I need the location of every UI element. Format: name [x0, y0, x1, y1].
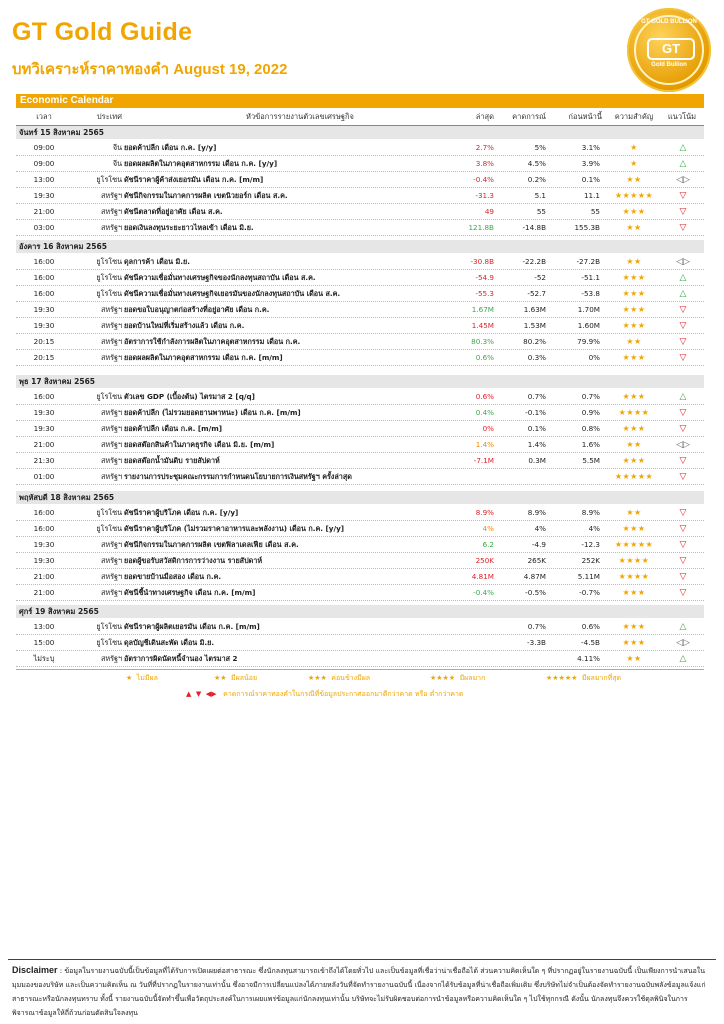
cell-country: ยูโรโซน — [96, 508, 122, 517]
cell-event: ยอดผลผลิตในภาคอุตสาหกรรม เดือน ก.ค. [m/m] — [124, 353, 283, 362]
cell-forecast: 0.1% — [527, 424, 546, 433]
cell-event: ยอดผู้ขอรับสวัสดิการการว่างงาน รายสัปดาห์ — [124, 556, 263, 565]
cell-time: 21:30 — [33, 456, 55, 465]
cell-time: 16:00 — [33, 508, 55, 517]
cell-actual: -0.4% — [473, 175, 494, 184]
trend-icon: ▽ — [679, 408, 687, 418]
cell-forecast: 265K — [527, 556, 546, 565]
cell-actual: 0.4% — [475, 408, 494, 417]
table-row — [16, 421, 704, 437]
cell-importance: ★★ — [626, 223, 642, 232]
table-row — [16, 204, 704, 220]
cell-country: สหรัฐฯ — [101, 456, 122, 465]
cell-country: ยูโรโซน — [96, 257, 122, 266]
legend-trend-text: คาดการณ์ราคาทองคำในกรณีที่ข้อมูลประกาศออกมาดีกว่าคาด หรือ ต่ำกว่าคาด — [223, 690, 464, 698]
cell-event: ดัชนีราคาผู้บริโภค (ไม่รวมราคาอาหารและพลังงาน) เดือน ก.ค. [y/y] — [124, 524, 345, 533]
trend-icon: ▽ — [679, 321, 687, 331]
legend-importance-2: ★★ มีผลน้อย — [214, 674, 258, 682]
legend-importance-1: ★ ไม่มีผล — [126, 674, 158, 682]
cell-time: ไม่ระบุ — [33, 654, 55, 663]
legend-trend — [186, 688, 463, 700]
cell-importance: ★ — [630, 143, 638, 152]
cell-forecast: 4.87M — [523, 572, 546, 581]
logo-name: Gold Bullion — [651, 62, 687, 68]
cell-importance: ★★ — [626, 508, 642, 517]
disclaimer — [12, 963, 712, 1020]
cell-actual: 8.9% — [475, 508, 494, 517]
trend-icon: ◁▷ — [676, 175, 690, 185]
cell-forecast: 55 — [536, 207, 546, 216]
cell-importance: ★★★ — [622, 622, 646, 631]
day-header: อังคาร 16 สิงหาคม 2565 — [16, 240, 704, 253]
cell-event: ยอดค้าปลีก เดือน ก.ค. [m/m] — [124, 424, 223, 433]
trend-icon: ▽ — [679, 353, 687, 363]
cell-event: ดุลการค้า เดือน มิ.ย. — [124, 257, 190, 266]
cell-actual: 1.45M — [471, 321, 494, 330]
cell-previous: 11.1 — [583, 191, 600, 200]
cell-forecast: -4.9 — [531, 540, 546, 549]
cell-previous: 0.7% — [581, 392, 600, 401]
cell-forecast: -22.2B — [522, 257, 546, 266]
cell-event: ยอดสต๊อกสินค้าในภาคธุรกิจ เดือน มิ.ย. [m/m] — [124, 440, 275, 449]
cell-previous: 0.8% — [581, 424, 600, 433]
cell-country: สหรัฐฯ — [101, 408, 122, 417]
trend-icon: △ — [679, 273, 687, 283]
cell-actual: 4% — [482, 524, 494, 533]
trend-icon: ▽ — [679, 572, 687, 582]
cell-importance: ★★ — [626, 440, 642, 449]
cell-previous: 1.6% — [581, 440, 600, 449]
arrow-up-icon: ▲ — [186, 690, 192, 698]
cell-forecast: 0.7% — [527, 392, 546, 401]
cell-forecast: 1.53M — [523, 321, 546, 330]
legend-importance-5: ★★★★★ มีผลมากที่สุด — [546, 674, 622, 682]
trend-icon: ◁▷ — [676, 638, 690, 648]
cell-previous: -12.3 — [581, 540, 600, 549]
cell-actual: 250K — [475, 556, 494, 565]
cell-time: 21:00 — [33, 207, 55, 216]
cell-importance: ★★★ — [622, 321, 646, 330]
cell-event: อัตราการผิดนัดหนี้จำนอง ไตรมาส 2 — [124, 654, 238, 663]
cell-importance: ★★★ — [622, 289, 646, 298]
table-row — [16, 140, 704, 156]
cell-actual: 121.8B — [468, 223, 494, 232]
table-row — [16, 437, 704, 453]
cell-event: อัตราการใช้กำลังการผลิตในภาคอุตสาหกรรม เดือน ก.ค. — [124, 337, 301, 346]
trend-icon: ▽ — [679, 540, 687, 550]
calendar-title: Economic Calendar — [16, 94, 704, 108]
cell-event: ยอดค้าปลีก (ไม่รวมยอดยานพาหนะ) เดือน ก.ค. [m/m] — [124, 408, 301, 417]
cell-previous: 0% — [588, 353, 600, 362]
cell-country: ยูโรโซน — [96, 524, 122, 533]
trend-icon: ▽ — [679, 424, 687, 434]
col-importance: ความสำคัญ — [614, 112, 654, 121]
logo-top-text: GT GOLD BULLION — [641, 19, 697, 25]
cell-previous: 1.70M — [577, 305, 600, 314]
trend-icon: ▽ — [679, 524, 687, 534]
cell-forecast: -52 — [534, 273, 546, 282]
cell-forecast: -3.3B — [527, 638, 546, 647]
day-header: จันทร์ 15 สิงหาคม 2565 — [16, 126, 704, 139]
cell-forecast: 80.2% — [523, 337, 546, 346]
col-country: ประเทศ — [96, 112, 122, 121]
cell-importance: ★★ — [626, 654, 642, 663]
report-title: GT Gold Guide — [12, 18, 193, 46]
cell-actual: 0% — [482, 424, 494, 433]
table-row — [16, 505, 704, 521]
cell-forecast: 0.2% — [527, 175, 546, 184]
cell-event: ดัชนีราคาผู้บริโภค เดือน ก.ค. [y/y] — [124, 508, 239, 517]
table-row — [16, 302, 704, 318]
cell-time: 03:00 — [33, 223, 55, 232]
trend-icon: △ — [679, 622, 687, 632]
cell-country: สหรัฐฯ — [101, 654, 122, 663]
cell-importance: ★★★ — [622, 456, 646, 465]
cell-forecast: -0.5% — [525, 588, 546, 597]
cell-event: ยอดเงินลงทุนระยะยาวไหลเข้า เดือน มิ.ย. — [124, 223, 254, 232]
cell-country: ยูโรโซน — [96, 638, 122, 647]
cell-previous: -27.2B — [576, 257, 600, 266]
trend-icon: △ — [679, 143, 687, 153]
cell-importance: ★ — [630, 159, 638, 168]
cell-actual: 3.8% — [475, 159, 494, 168]
cell-event: รายงานการประชุมคณะกรรมการกำหนดนโยบายการเงินสหรัฐฯ ครั้งล่าสุด — [124, 472, 352, 481]
cell-importance: ★★ — [626, 257, 642, 266]
cell-forecast: 4.5% — [527, 159, 546, 168]
cell-event: ดัชนีชี้นำทางเศรษฐกิจ เดือน ก.ค. [m/m] — [124, 588, 256, 597]
cell-previous: -51.1 — [581, 273, 600, 282]
table-row — [16, 350, 704, 366]
cell-event: ดัชนีตลาดที่อยู่อาศัย เดือน ส.ค. — [124, 207, 223, 216]
cell-time: 16:00 — [33, 257, 55, 266]
trend-icon: ▽ — [679, 207, 687, 217]
cell-country: สหรัฐฯ — [101, 424, 122, 433]
cell-actual: 80.3% — [471, 337, 494, 346]
cell-country: สหรัฐฯ — [101, 572, 122, 581]
cell-country: สหรัฐฯ — [101, 337, 122, 346]
col-previous: ก่อนหน้านี้ — [568, 112, 602, 121]
cell-actual: 6.2 — [482, 540, 494, 549]
cell-importance: ★★ — [626, 337, 642, 346]
trend-icon: △ — [679, 654, 687, 664]
cell-event: ดัชนีกิจกรรมในภาคการผลิต เขตนิวยอร์ก เดือน ส.ค. — [124, 191, 288, 200]
cell-previous: 4.11% — [577, 654, 600, 663]
cell-previous: 3.1% — [581, 143, 600, 152]
cell-actual: -54.9 — [475, 273, 494, 282]
cell-forecast: 0.3M — [528, 456, 546, 465]
arrow-side-icon: ◀▶ — [205, 690, 217, 698]
cell-importance: ★★★★ — [618, 572, 650, 581]
cell-actual: -7.1M — [473, 456, 494, 465]
cell-time: 09:00 — [33, 143, 55, 152]
cell-previous: 155.3B — [574, 223, 600, 232]
cell-country: สหรัฐฯ — [101, 207, 122, 216]
cell-time: 16:00 — [33, 289, 55, 298]
trend-icon: ▽ — [679, 305, 687, 315]
cell-forecast: 1.63M — [523, 305, 546, 314]
cell-previous: 0.6% — [581, 622, 600, 631]
cell-country: จีน — [112, 159, 122, 168]
report-subtitle: บทวิเคราะห์ราคาทองคำ August 19, 2022 — [12, 61, 288, 78]
cell-importance: ★★★ — [622, 424, 646, 433]
cell-country: สหรัฐฯ — [101, 353, 122, 362]
cell-time: 13:00 — [33, 175, 55, 184]
cell-country: สหรัฐฯ — [101, 305, 122, 314]
cell-previous: -4.5B — [581, 638, 600, 647]
cell-country: สหรัฐฯ — [101, 540, 122, 549]
trend-icon: ▽ — [679, 472, 687, 482]
cell-previous: 79.9% — [577, 337, 600, 346]
cell-event: ยอดขายบ้านมือสอง เดือน ก.ค. — [124, 572, 222, 581]
cell-previous: 3.9% — [581, 159, 600, 168]
disclaimer-label: Disclaimer — [12, 965, 58, 975]
cell-country: ยูโรโซน — [96, 175, 122, 184]
cell-time: 19:30 — [33, 191, 55, 200]
cell-country: ยูโรโซน — [96, 273, 122, 282]
cell-time: 20:15 — [33, 353, 55, 362]
cell-country: สหรัฐฯ — [101, 191, 122, 200]
cell-previous: 1.60M — [577, 321, 600, 330]
legend-importance-4: ★★★★ มีผลมาก — [430, 674, 486, 682]
trend-icon: ▽ — [679, 456, 687, 466]
table-row — [16, 270, 704, 286]
table-row — [16, 635, 704, 651]
cell-previous: 0.1% — [581, 175, 600, 184]
cell-forecast: 4% — [534, 524, 546, 533]
cell-event: ดัชนีกิจกรรมในภาคการผลิต เขตฟิลาเดลเฟีย เดือน ส.ค. — [124, 540, 299, 549]
cell-event: ตัวเลข GDP (เบื้องต้น) ไตรมาส 2 [q/q] — [124, 392, 255, 401]
cell-forecast: -52.7 — [527, 289, 546, 298]
disclaimer-divider — [8, 959, 716, 960]
cell-importance: ★★★ — [622, 524, 646, 533]
cell-previous: 252K — [581, 556, 600, 565]
cell-forecast: 5% — [534, 143, 546, 152]
cell-time: 21:00 — [33, 588, 55, 597]
trend-icon: △ — [679, 159, 687, 169]
cell-event: ดัชนีความเชื่อมั่นทางเศรษฐกิจเยอรมันของนักลงทุนสถาบัน เดือน ส.ค. — [124, 289, 341, 298]
cell-time: 09:00 — [33, 159, 55, 168]
day-header: พฤหัสบดี 18 สิงหาคม 2565 — [16, 491, 704, 504]
cell-event: ยอดบ้านใหม่ที่เริ่มสร้างแล้ว เดือน ก.ค. — [124, 321, 245, 330]
cell-country: สหรัฐฯ — [101, 472, 122, 481]
disclaimer-text: : ข้อมูลในรายงานฉบับนี้เป็นข้อมูลที่ได้รับการเปิดเผยต่อสาธารณะ ซึ่งนักลงทุนสามารถเข้าถึงได้โดยทั่วไป และเป็นข้อมูลที่เชื่อว่าน่าเชื่อถือได้ ส่วนความคิดเห็นใด ๆ ที่ปรากฏอยู่ในรายงานฉบับนี้ เป็นเพียงการนำเสนอในมุมมองของบริษัท และเป็นความคิดเห็น ณ วันที่ที่ปรากฏในรายงานเท่านั้น ซึ่งอาจมีการเปลี่ยนแปลงได้ภายหลังวันที่จัดทำรายงานฉบับนี้ เนื่องจากได้รับข้อมูลที่น่าเชื่อถือเพิ่มเติม ซึ่งบริษัทไม่จำเป็นต้องจัดทำรายงานฉบับพลังข้อมูลแจ้งแก่สาธารณะหรือนักลงทุนทราบ ทั้งนี้ รายงานฉบับนี้จัดทำขึ้นเพื่อวัตถุประสงค์ในการเผยแพร่ข้อมูลแก่นักลงทุนเท่านั้น บริษัทจะไม่รับผิดชอบต่อการนำข้อมูลหรือความคิดเห็นใด ๆ ไปใช้ทุกกรณี ดังนั้น นักลงทุนจึงควรใช้ดุลพินิจในการพิจารณาข้อมูลให้ถี่ถ้วนก่อนตัดสินใจลงทุน — [12, 967, 706, 1017]
cell-event: ดุลบัญชีเดินสะพัด เดือน มิ.ย. — [124, 638, 215, 647]
cell-time: 19:30 — [33, 305, 55, 314]
table-row — [16, 453, 704, 469]
cell-time: 19:30 — [33, 321, 55, 330]
cell-forecast: -0.1% — [525, 408, 546, 417]
cell-importance: ★★★★★ — [614, 191, 654, 200]
table-row — [16, 286, 704, 302]
table-row — [16, 585, 704, 601]
table-row — [16, 318, 704, 334]
trend-icon: ▽ — [679, 191, 687, 201]
gt-gold-bullion-logo — [627, 8, 711, 92]
cell-importance: ★★★ — [622, 588, 646, 597]
cell-country: สหรัฐฯ — [101, 556, 122, 565]
trend-icon: ▽ — [679, 588, 687, 598]
cell-event: ยอดผลผลิตในภาคอุตสาหกรรม เดือน ก.ค. [y/y] — [124, 159, 278, 168]
cell-country: ยูโรโซน — [96, 392, 122, 401]
cell-previous: -0.7% — [579, 588, 600, 597]
table-row — [16, 651, 704, 667]
cell-forecast: 1.4% — [527, 440, 546, 449]
cell-time: 16:00 — [33, 392, 55, 401]
cell-time: 21:00 — [33, 440, 55, 449]
cell-importance: ★★★ — [622, 273, 646, 282]
day-header: ศุกร์ 19 สิงหาคม 2565 — [16, 605, 704, 618]
cell-actual: 0.6% — [475, 353, 494, 362]
cell-actual: 1.4% — [475, 440, 494, 449]
cell-previous: 55 — [590, 207, 600, 216]
cell-time: 13:00 — [33, 622, 55, 631]
cell-importance: ★★★ — [622, 353, 646, 362]
cell-actual: 2.7% — [475, 143, 494, 152]
trend-icon: ▽ — [679, 556, 687, 566]
cell-importance: ★★★★★ — [614, 540, 654, 549]
cell-previous: 5.11M — [577, 572, 600, 581]
cell-forecast: 0.3% — [527, 353, 546, 362]
cell-actual: 1.67M — [471, 305, 494, 314]
table-row — [16, 172, 704, 188]
cell-time: 19:30 — [33, 424, 55, 433]
table-row — [16, 569, 704, 585]
cell-time: 19:30 — [33, 556, 55, 565]
trend-icon: △ — [679, 289, 687, 299]
cell-previous: 0.9% — [581, 408, 600, 417]
logo-mark: GT — [647, 38, 695, 60]
cell-previous: 4% — [588, 524, 600, 533]
table-row — [16, 220, 704, 236]
cell-actual: -31.3 — [475, 191, 494, 200]
table-row — [16, 334, 704, 350]
cell-importance: ★★★★ — [618, 556, 650, 565]
table-row — [16, 469, 704, 485]
cell-time: 16:00 — [33, 524, 55, 533]
cell-event: ยอดสต๊อกน้ำมันดิบ รายสัปดาห์ — [124, 456, 220, 465]
cell-country: ยูโรโซน — [96, 622, 122, 631]
cell-importance: ★★ — [626, 175, 642, 184]
cell-time: 19:30 — [33, 408, 55, 417]
cell-actual: 0.6% — [475, 392, 494, 401]
cell-actual: -0.4% — [473, 588, 494, 597]
trend-icon: ◁▷ — [676, 440, 690, 450]
legend-divider — [16, 669, 704, 670]
cell-previous: -53.8 — [581, 289, 600, 298]
cell-forecast: 5.1 — [534, 191, 546, 200]
cell-actual: 49 — [484, 207, 494, 216]
cell-importance: ★★★ — [622, 207, 646, 216]
cell-actual: -55.3 — [475, 289, 494, 298]
table-row — [16, 619, 704, 635]
cell-time: 21:00 — [33, 572, 55, 581]
cell-actual: 4.81M — [471, 572, 494, 581]
cell-time: 19:30 — [33, 540, 55, 549]
table-row — [16, 553, 704, 569]
cell-country: ยูโรโซน — [96, 289, 122, 298]
cell-time: 16:00 — [33, 273, 55, 282]
trend-icon: ◁▷ — [676, 257, 690, 267]
arrow-down-icon: ▼ — [195, 690, 202, 698]
cell-importance: ★★★ — [622, 638, 646, 647]
cell-country: สหรัฐฯ — [101, 440, 122, 449]
trend-icon: ▽ — [679, 223, 687, 233]
trend-icon: △ — [679, 392, 687, 402]
table-row — [16, 537, 704, 553]
col-actual: ล่าสุด — [475, 112, 494, 121]
cell-time: 20:15 — [33, 337, 55, 346]
table-row — [16, 405, 704, 421]
cell-forecast: -14.8B — [522, 223, 546, 232]
col-forecast: คาดการณ์ — [512, 112, 546, 121]
table-row — [16, 188, 704, 204]
col-time: เวลา — [36, 112, 52, 121]
legend-importance-3: ★★★ ค่อนข้างมีผล — [308, 674, 371, 682]
cell-previous: 5.5M — [582, 456, 600, 465]
cell-time: 15:00 — [33, 638, 55, 647]
cell-country: จีน — [112, 143, 122, 152]
table-row — [16, 156, 704, 172]
cell-time: 01:00 — [33, 472, 55, 481]
cell-event: ดัชนีราคาผู้ค้าส่งเยอรมัน เดือน ก.ค. [m/m] — [124, 175, 264, 184]
cell-previous: 8.9% — [581, 508, 600, 517]
table-row — [16, 521, 704, 537]
cell-event: ดัชนีราคาผู้ผลิตเยอรมัน เดือน ก.ค. [m/m] — [124, 622, 260, 631]
cell-event: ดัชนีความเชื่อมั่นทางเศรษฐกิจของนักลงทุนสถาบัน เดือน ส.ค. — [124, 273, 316, 282]
table-row — [16, 254, 704, 270]
cell-importance: ★★★ — [622, 392, 646, 401]
day-header: พุธ 17 สิงหาคม 2565 — [16, 375, 704, 388]
cell-importance: ★★★★★ — [614, 472, 654, 481]
cell-country: สหรัฐฯ — [101, 321, 122, 330]
cell-country: สหรัฐฯ — [101, 223, 122, 232]
cell-actual: -30.8B — [470, 257, 494, 266]
table-row — [16, 389, 704, 405]
cell-country: สหรัฐฯ — [101, 588, 122, 597]
col-event: หัวข้อการรายงานตัวเลขเศรษฐกิจ — [246, 112, 354, 121]
cell-forecast: 0.7% — [527, 622, 546, 631]
cell-event: ยอดขอใบอนุญาตก่อสร้างที่อยู่อาศัย เดือน ก.ค. — [124, 305, 270, 314]
cell-importance: ★★★★ — [618, 408, 650, 417]
trend-icon: ▽ — [679, 508, 687, 518]
cell-forecast: 8.9% — [527, 508, 546, 517]
col-trend: แนวโน้ม — [667, 112, 697, 121]
trend-icon: ▽ — [679, 337, 687, 347]
cell-event: ยอดค้าปลีก เดือน ก.ค. [y/y] — [124, 143, 217, 152]
cell-importance: ★★★ — [622, 305, 646, 314]
